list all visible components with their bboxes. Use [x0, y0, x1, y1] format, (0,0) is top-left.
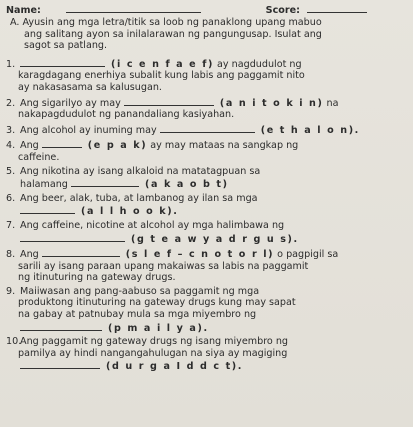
header	[6, 3, 407, 17]
instructions	[6, 17, 407, 52]
instruction-line: A. Ayusin ang mga letra/titik sa loob ng panaklong upang mabuo	[10, 17, 322, 28]
question-item	[6, 286, 407, 321]
scrambled-letters: (a k a o b t)	[144, 179, 229, 191]
question-item	[6, 193, 407, 205]
question-item	[6, 220, 407, 232]
question-item	[6, 247, 407, 284]
question-line	[6, 321, 407, 335]
question-text: Ang nikotina ay isang alkaloid na matatagpuan sa	[20, 165, 261, 177]
question-item	[6, 232, 407, 246]
question-line	[6, 286, 407, 298]
scrambled-letters: (e p a k)	[87, 140, 148, 152]
question-item	[6, 123, 407, 137]
question-continuation: produktong itinuturing na gateway drugs kung may sapat	[18, 297, 296, 309]
question-line	[6, 247, 407, 261]
question-item	[6, 166, 407, 178]
answer-blank[interactable]	[160, 123, 255, 133]
score-blank[interactable]	[307, 3, 367, 13]
question-number: 10.	[6, 336, 22, 348]
name-label: Name:	[6, 5, 41, 16]
question-text: halamang	[20, 179, 71, 191]
question-line	[6, 359, 407, 373]
question-item	[6, 138, 407, 163]
question-number: 2.	[6, 97, 16, 109]
score-field	[266, 3, 367, 17]
question-line	[6, 204, 407, 218]
question-item	[6, 177, 407, 191]
question-text: ay nagdudulot ng	[214, 58, 302, 70]
question-item	[6, 96, 407, 121]
question-item	[6, 321, 407, 335]
question-text: Ang	[20, 140, 42, 152]
question-number: 5.	[6, 165, 16, 177]
answer-blank[interactable]	[20, 232, 125, 242]
instruction-line: sagot sa patlang.	[24, 40, 108, 52]
question-item	[6, 359, 407, 373]
question-continuation: karagdagang enerhiya subalit kung labis ang paggamit nito	[18, 70, 305, 82]
scrambled-letters: (g t e a w y a d r g u s).	[131, 233, 299, 245]
question-text: na	[323, 97, 339, 109]
question-continuation: sarili ay isang paraan upang makaiwas sa labis na paggamit	[18, 260, 309, 272]
instruction-line: ang salitang ayon sa inilalarawan ng pangungusap. Isulat ang	[24, 28, 322, 40]
question-continuation: caffeine.	[18, 151, 60, 163]
question-continuation: nakapagdudulot ng panandaliang kasiyahan.	[18, 109, 235, 121]
question-number: 8.	[6, 249, 16, 261]
scrambled-letters: (d u r g a I d d c t).	[106, 361, 244, 373]
question-text: Ang paggamit ng gateway drugs ng isang miyembro ng	[20, 336, 289, 348]
name-blank[interactable]	[66, 3, 201, 13]
scrambled-letters: (a l l h o o k).	[81, 206, 179, 218]
question-line	[6, 123, 407, 137]
question-continuation: na gabay at patnubay mula sa mga miyembro ng	[18, 309, 257, 321]
question-continuation: pamilya ay hindi nangangahulugan na siya ay magiging	[18, 347, 288, 359]
question-text: Ang alcohol ay inuming may	[20, 124, 160, 136]
answer-blank[interactable]	[20, 204, 75, 214]
scrambled-letters: (i c e n f a e f)	[111, 58, 214, 70]
scrambled-letters: (e t h a l o n).	[260, 124, 360, 136]
question-text: Maiiwasan ang pang-aabuso sa paggamit ng mga	[20, 285, 260, 297]
question-text: Ang	[20, 249, 42, 261]
question-line	[6, 232, 407, 246]
question-text: ay may mataas na sangkap ng	[147, 140, 299, 152]
question-item	[6, 204, 407, 218]
name-field	[6, 3, 201, 17]
question-number: 9.	[6, 285, 16, 297]
answer-blank[interactable]	[20, 321, 102, 331]
answer-blank[interactable]	[71, 177, 139, 187]
scrambled-letters: (p m a i l y a).	[108, 322, 209, 334]
scrambled-letters: (s l e f – c n o t o r l)	[125, 249, 275, 261]
answer-blank[interactable]	[42, 247, 120, 257]
answer-blank[interactable]	[20, 359, 100, 369]
question-list	[6, 57, 407, 373]
question-text: Ang caffeine, nicotine at alcohol ay mga halimbawa ng	[20, 219, 285, 231]
question-text: o pagpigil sa	[274, 249, 339, 261]
question-line	[6, 193, 407, 205]
question-item	[6, 336, 407, 359]
question-line	[6, 220, 407, 232]
question-number: 1.	[6, 58, 16, 70]
question-number: 7.	[6, 219, 16, 231]
scrambled-letters: (a n i t o k i n)	[219, 97, 324, 109]
question-text: Ang sigarilyo ay may	[20, 97, 124, 109]
answer-blank[interactable]	[42, 138, 82, 148]
question-line	[6, 138, 407, 152]
question-text: Ang beer, alak, tuba, at lambanog ay ilan sa mga	[20, 192, 258, 204]
question-item	[6, 57, 407, 94]
question-number: 3.	[6, 124, 16, 136]
question-number: 4.	[6, 140, 16, 152]
question-continuation: ay nakasasama sa kalusugan.	[18, 81, 162, 93]
answer-blank[interactable]	[20, 57, 105, 67]
question-line	[6, 166, 407, 178]
question-number: 6.	[6, 192, 16, 204]
question-line	[6, 96, 407, 110]
question-continuation: ng itinuturing na gateway drugs.	[18, 272, 176, 284]
question-line	[6, 57, 407, 71]
question-line	[6, 177, 407, 191]
question-line	[6, 336, 407, 348]
answer-blank[interactable]	[124, 96, 214, 106]
score-label: Score:	[265, 5, 300, 16]
